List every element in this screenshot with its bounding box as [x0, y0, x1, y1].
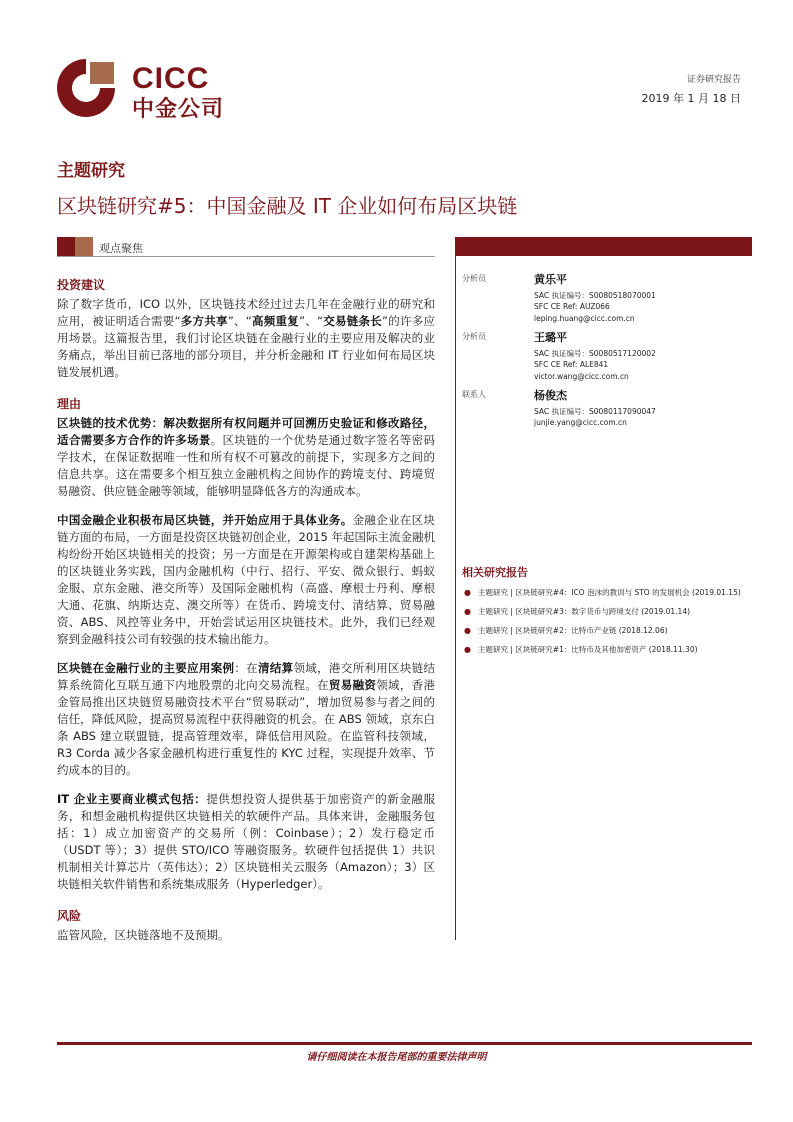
page-title: 区块链研究#5：中国金融及 IT 企业如何布局区块链: [57, 194, 518, 218]
logo-text-en: CICC: [132, 62, 210, 95]
analyst-name: 杨俊杰: [534, 389, 567, 402]
doc-date: 2019 年 1 月 18 日: [641, 92, 741, 105]
list-item[interactable]: ● 主题研究 | 区块链研究#1：比特币及其他加密资产 (2018.11.30): [464, 645, 698, 654]
list-item[interactable]: ● 主题研究 | 区块链研究#2：比特币产业链 (2018.12.06): [464, 626, 668, 635]
bullet-icon: ●: [464, 588, 471, 597]
list-item[interactable]: ● 主题研究 | 区块链研究#4：ICO 泡沫的教训与 STO 的发展机会 (2019.01.15): [464, 588, 741, 597]
analyst-sfc: SFC CE Ref: AUZ066: [534, 302, 610, 311]
analyst-name: 黄乐平: [534, 273, 567, 286]
cicc-logo-icon: [56, 58, 116, 118]
footer-divider: [57, 1042, 752, 1045]
main-content: [57, 276, 435, 944]
analyst-card: [462, 387, 752, 445]
doc-type: 证券研究报告: [686, 75, 741, 85]
analyst-card: [462, 329, 752, 387]
sidebar-divider: [455, 256, 456, 940]
analyst-sac: SAC 执证编号：S0080517120002: [534, 349, 656, 358]
footer-disclaimer: 请仔细阅读在本报告尾部的重要法律声明: [306, 1052, 487, 1063]
section-label: 主题研究: [57, 161, 125, 181]
analyst-sac: SAC 执证编号：S0080117090047: [534, 407, 656, 416]
analyst-sfc: SFC CE Ref: ALE841: [534, 360, 609, 369]
analyst-role: 联系人: [462, 390, 486, 399]
related-title: 相关研究报告: [462, 566, 528, 579]
analyst-email[interactable]: leping.huang@cicc.com.cn: [534, 314, 635, 323]
analyst-list: [462, 271, 752, 445]
reason-paragraph-4: IT 企业主要商业模式包括：提供想投资人提供基于加密资产的新金融服务，和想金融机构提供区块链相关的软硬件产品。具体来讲，金融服务包括：1）成立加密资产的交易所（例：Coinbase）；2）发行稳定币（USDT 等）；3）提供 STO/ICO 等融资服务。软硬件包括提供 1）共识机制相关计算芯片（英伟达）；2）区块链相关云服务（Amazon）；3）区块链相关软件销售和系统集成服务（Hyperledger）。: [57, 792, 435, 891]
tag-bar-icon: [57, 237, 93, 256]
analyst-email[interactable]: victor.wang@cicc.com.cn: [534, 372, 629, 381]
logo-text-cn: 中金公司: [132, 97, 225, 122]
bullet-icon: ●: [464, 607, 471, 616]
reasons-heading: 理由: [57, 397, 82, 411]
analyst-sac: SAC 执证编号：S0080518070001: [534, 291, 656, 300]
reason-paragraph-3: 区块链在金融行业的主要应用案例：在清结算领域，港交所利用区块链结算系统简化互联互通下内地股票的北向交易流程。在贸易融资领域，香港金管局推出区块链贸易融资技术平台“贸易联动”，增加贸易参与者之间的信任，降低风险，提高贸易流程中获得融资的机会。在 ABS 领域，京东白条 ABS 建立联盟链，提高管理效率，降低信用风险。在监管科技领域，R3 Corda 减少各家金融机构进行重复性的 KYC 过程，实现提升效率、节约成本的目的。: [57, 661, 436, 777]
related-reports: [462, 564, 752, 662]
sidebar-header-bar: [455, 237, 752, 256]
risk-paragraph: 监管风险，区块链落地不及预期。: [57, 928, 230, 942]
reason-paragraph-2: 中国金融企业积极布局区块链，并开始应用于具体业务。金融企业在区块链方面的布局，一方面是投资区块链初创企业，2015 年起国际主流金融机构纷纷开始区块链相关的投资；另一方面是在开源架构或自建架构基础上的区块链业务实践，国内金融机构（中行、招行、平安、微众银行、蚂蚁金服、京东金融、港交所等）及国际金融机构（高盛、摩根士丹利、摩根大通、花旗、纳斯达克、澳交所等）在货币、跨境支付、清结算、贸易融资、ABS、风控等业务中，开始尝试运用区块链技术。此外，我们已经观察到金融科技公司有较强的技术输出能力。: [57, 513, 435, 646]
analyst-email[interactable]: junjie.yang@cicc.com.cn: [534, 418, 627, 427]
investment-paragraph: 除了数字货币，ICO 以外，区块链技术经过过去几年在金融行业的研究和应用，被证明适合需要“多方共享”、“高频重复”、“交易链条长”的许多应用场景。这篇报告里，我们讨论区块链在金融行业的主要应用及解决的业务痛点，举出目前已落地的部分项目，并分析金融和 IT 行业如何布局区块链发展机遇。: [57, 297, 436, 379]
tag-label: 观点聚焦: [99, 242, 143, 255]
bullet-icon: ●: [464, 626, 471, 635]
divider: [57, 256, 435, 257]
list-item[interactable]: ● 主题研究 | 区块链研究#3：数字货币与跨境支付 (2019.01.14): [464, 607, 691, 616]
analyst-role: 分析员: [462, 274, 486, 283]
risk-heading: 风险: [57, 909, 82, 923]
reason-paragraph-1: 区块链的技术优势：解决数据所有权问题并可回溯历史验证和修改路径，适合需要多方合作的许多场景。区块链的一个优势是通过数字签名等密码学技术，在保证数据唯一性和所有权不可篡改的前提下，实现多方之间的信息共享。这在需要多个相互独立金融机构之间协作的跨境支付、跨境贸易融资、供应链金融等领域，能够明显降低各方的沟通成本。: [57, 416, 436, 498]
analyst-role: 分析员: [462, 332, 486, 341]
analyst-name: 王璐平: [534, 331, 567, 344]
bullet-icon: ●: [464, 645, 471, 654]
analyst-card: [462, 271, 752, 329]
investment-heading: 投资建议: [57, 278, 106, 292]
